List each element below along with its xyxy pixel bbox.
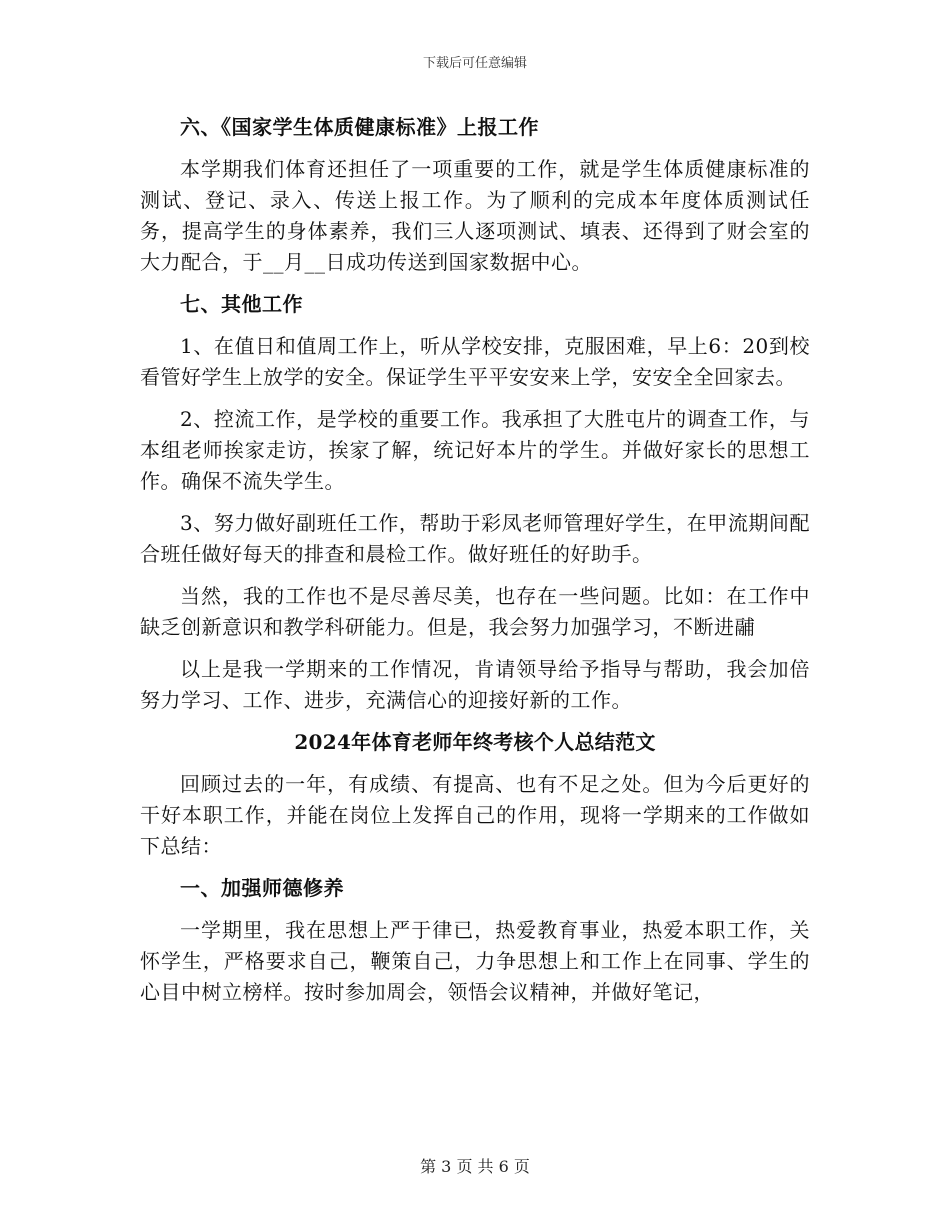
section-heading: 六、《国家学生体质健康标准》上报工作 bbox=[180, 115, 539, 139]
paragraph: 当然，我的工作也不是尽善尽美，也存在一些问题。比如：在工作中缺乏创新意识和教学科研能力。但是，我会努力加强学习，不断进鬴 bbox=[140, 584, 810, 639]
paragraph: 回顾过去的一年，有成绩、有提高、也有不足之处。但为今后更好的干好本职工作，并能在岗位上发挥自己的作用，现将一学期来的工作做如下总结： bbox=[140, 772, 810, 858]
page-number: 第 3 页 共 6 页 bbox=[420, 1157, 530, 1176]
paragraph: 2、控流工作，是学校的重要工作。我承担了大胜屯片的调查工作，与本组老师挨家走访，挨家了解，统记好本片的学生。并做好家长的思想工作。确保不流失学生。 bbox=[140, 407, 810, 493]
paragraph: 3、努力做好副班任工作，帮助于彩凤老师管理好学生，在甲流期间配合班任做好每天的排查和晨检工作。做好班任的好助手。 bbox=[140, 511, 810, 566]
header-note: 下载后可任意编辑 bbox=[422, 56, 527, 71]
section-heading: 一、加强师德修养 bbox=[180, 876, 344, 900]
section-heading: 七、其他工作 bbox=[180, 292, 303, 316]
paragraph: 1、在值日和值周工作上，听从学校安排，克服困难，早上6：20到校看管好学生上放学的安全。保证学生平平安安来上学，安安全全回家去。 bbox=[140, 334, 810, 389]
paragraph: 本学期我们体育还担任了一项重要的工作，就是学生体质健康标准的测试、登记、录入、传送上报工作。为了顺利的完成本年度体质测试任务，提高学生的身体素养，我们三人逐项测试、填表、还得到了财会室的大力配合，于__月__日成功传送到国家数据中心。 bbox=[140, 157, 810, 274]
document-body bbox=[140, 112, 810, 1019]
paragraph: 以上是我一学期来的工作情况，肯请领导给予指导与帮助，我会加倍努力学习、工作、进步，充满信心的迎接好新的工作。 bbox=[140, 657, 810, 712]
document-title: 2024年体育老师年终考核个人总结范文 bbox=[294, 730, 656, 754]
paragraph: 一学期里，我在思想上严于律已，热爱教育事业，热爱本职工作，关怀学生，严格要求自己，鞭策自己，力争思想上和工作上在同事、学生的心目中树立榜样。按时参加周会，领悟会议精神，并做好笔记， bbox=[140, 918, 810, 1004]
